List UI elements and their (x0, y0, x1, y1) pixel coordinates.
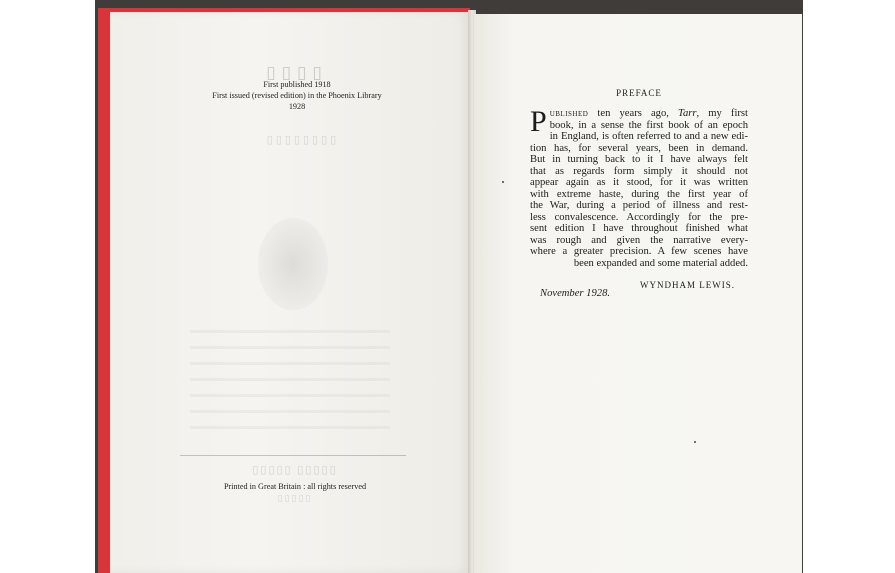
show-through-publisher: ▯▯▯▯▯ ▯▯▯▯▯ (252, 464, 338, 476)
book-title-italic: Tarr (678, 108, 697, 119)
author-signature: WYNDHAM LEWIS. (640, 280, 735, 290)
show-through-title: ▯▯▯▯ (266, 63, 328, 82)
show-through-city: ▯▯▯▯▯ (277, 493, 313, 503)
preface-line: tion has, for several years, been in demand. (530, 142, 748, 154)
preface-line: less convalescence. Accordingly for the pre- (530, 211, 748, 223)
preface-line: that as regards form simply it should not (530, 165, 748, 177)
imprint-line: First issued (revised edition) in the Phoenix Library (212, 91, 382, 100)
show-through-text-block (190, 330, 390, 440)
paper-speck (694, 441, 696, 443)
preface-line: But in turning back to it I have always felt (530, 154, 748, 165)
preface-line: was rough and given the narrative every- (530, 234, 748, 246)
imprint-line: 1928 (288, 102, 306, 111)
preface-line: with extreme haste, during the first year of (530, 188, 748, 200)
preface-body (530, 105, 748, 269)
preface-line: where a greater precision. A few scenes have (530, 246, 748, 257)
preface-line: book, in a sense the first book of an epoch (549, 119, 748, 131)
printed-notice: Printed in Great Britain : all rights reserved (223, 482, 367, 491)
preface-line: appear again as it stood, for it was written (530, 177, 748, 188)
paper-speck (502, 181, 504, 183)
drop-cap: P (530, 105, 547, 138)
imprint-block (190, 79, 404, 112)
preface-line: ublished ten years ago, Tarr, my first (549, 108, 748, 119)
show-through-emblem (258, 218, 328, 310)
small-caps-opening: ublished (549, 108, 589, 119)
preface-heading: PREFACE (616, 88, 662, 98)
preface-date: November 1928. (540, 288, 611, 299)
imprint-line: First published 1918 (263, 80, 331, 89)
preface-line: in England, is often referred to and a new edi- (549, 131, 748, 142)
preface-line: the War, during a period of illness and rest- (530, 200, 748, 211)
preface-line: sent edition I have throughout finished what (530, 223, 748, 234)
preface-line: been expanded and some material added. (573, 257, 748, 269)
show-through-author: ▯▯▯▯▯▯▯▯ (266, 134, 340, 146)
divider-rule (180, 455, 406, 456)
